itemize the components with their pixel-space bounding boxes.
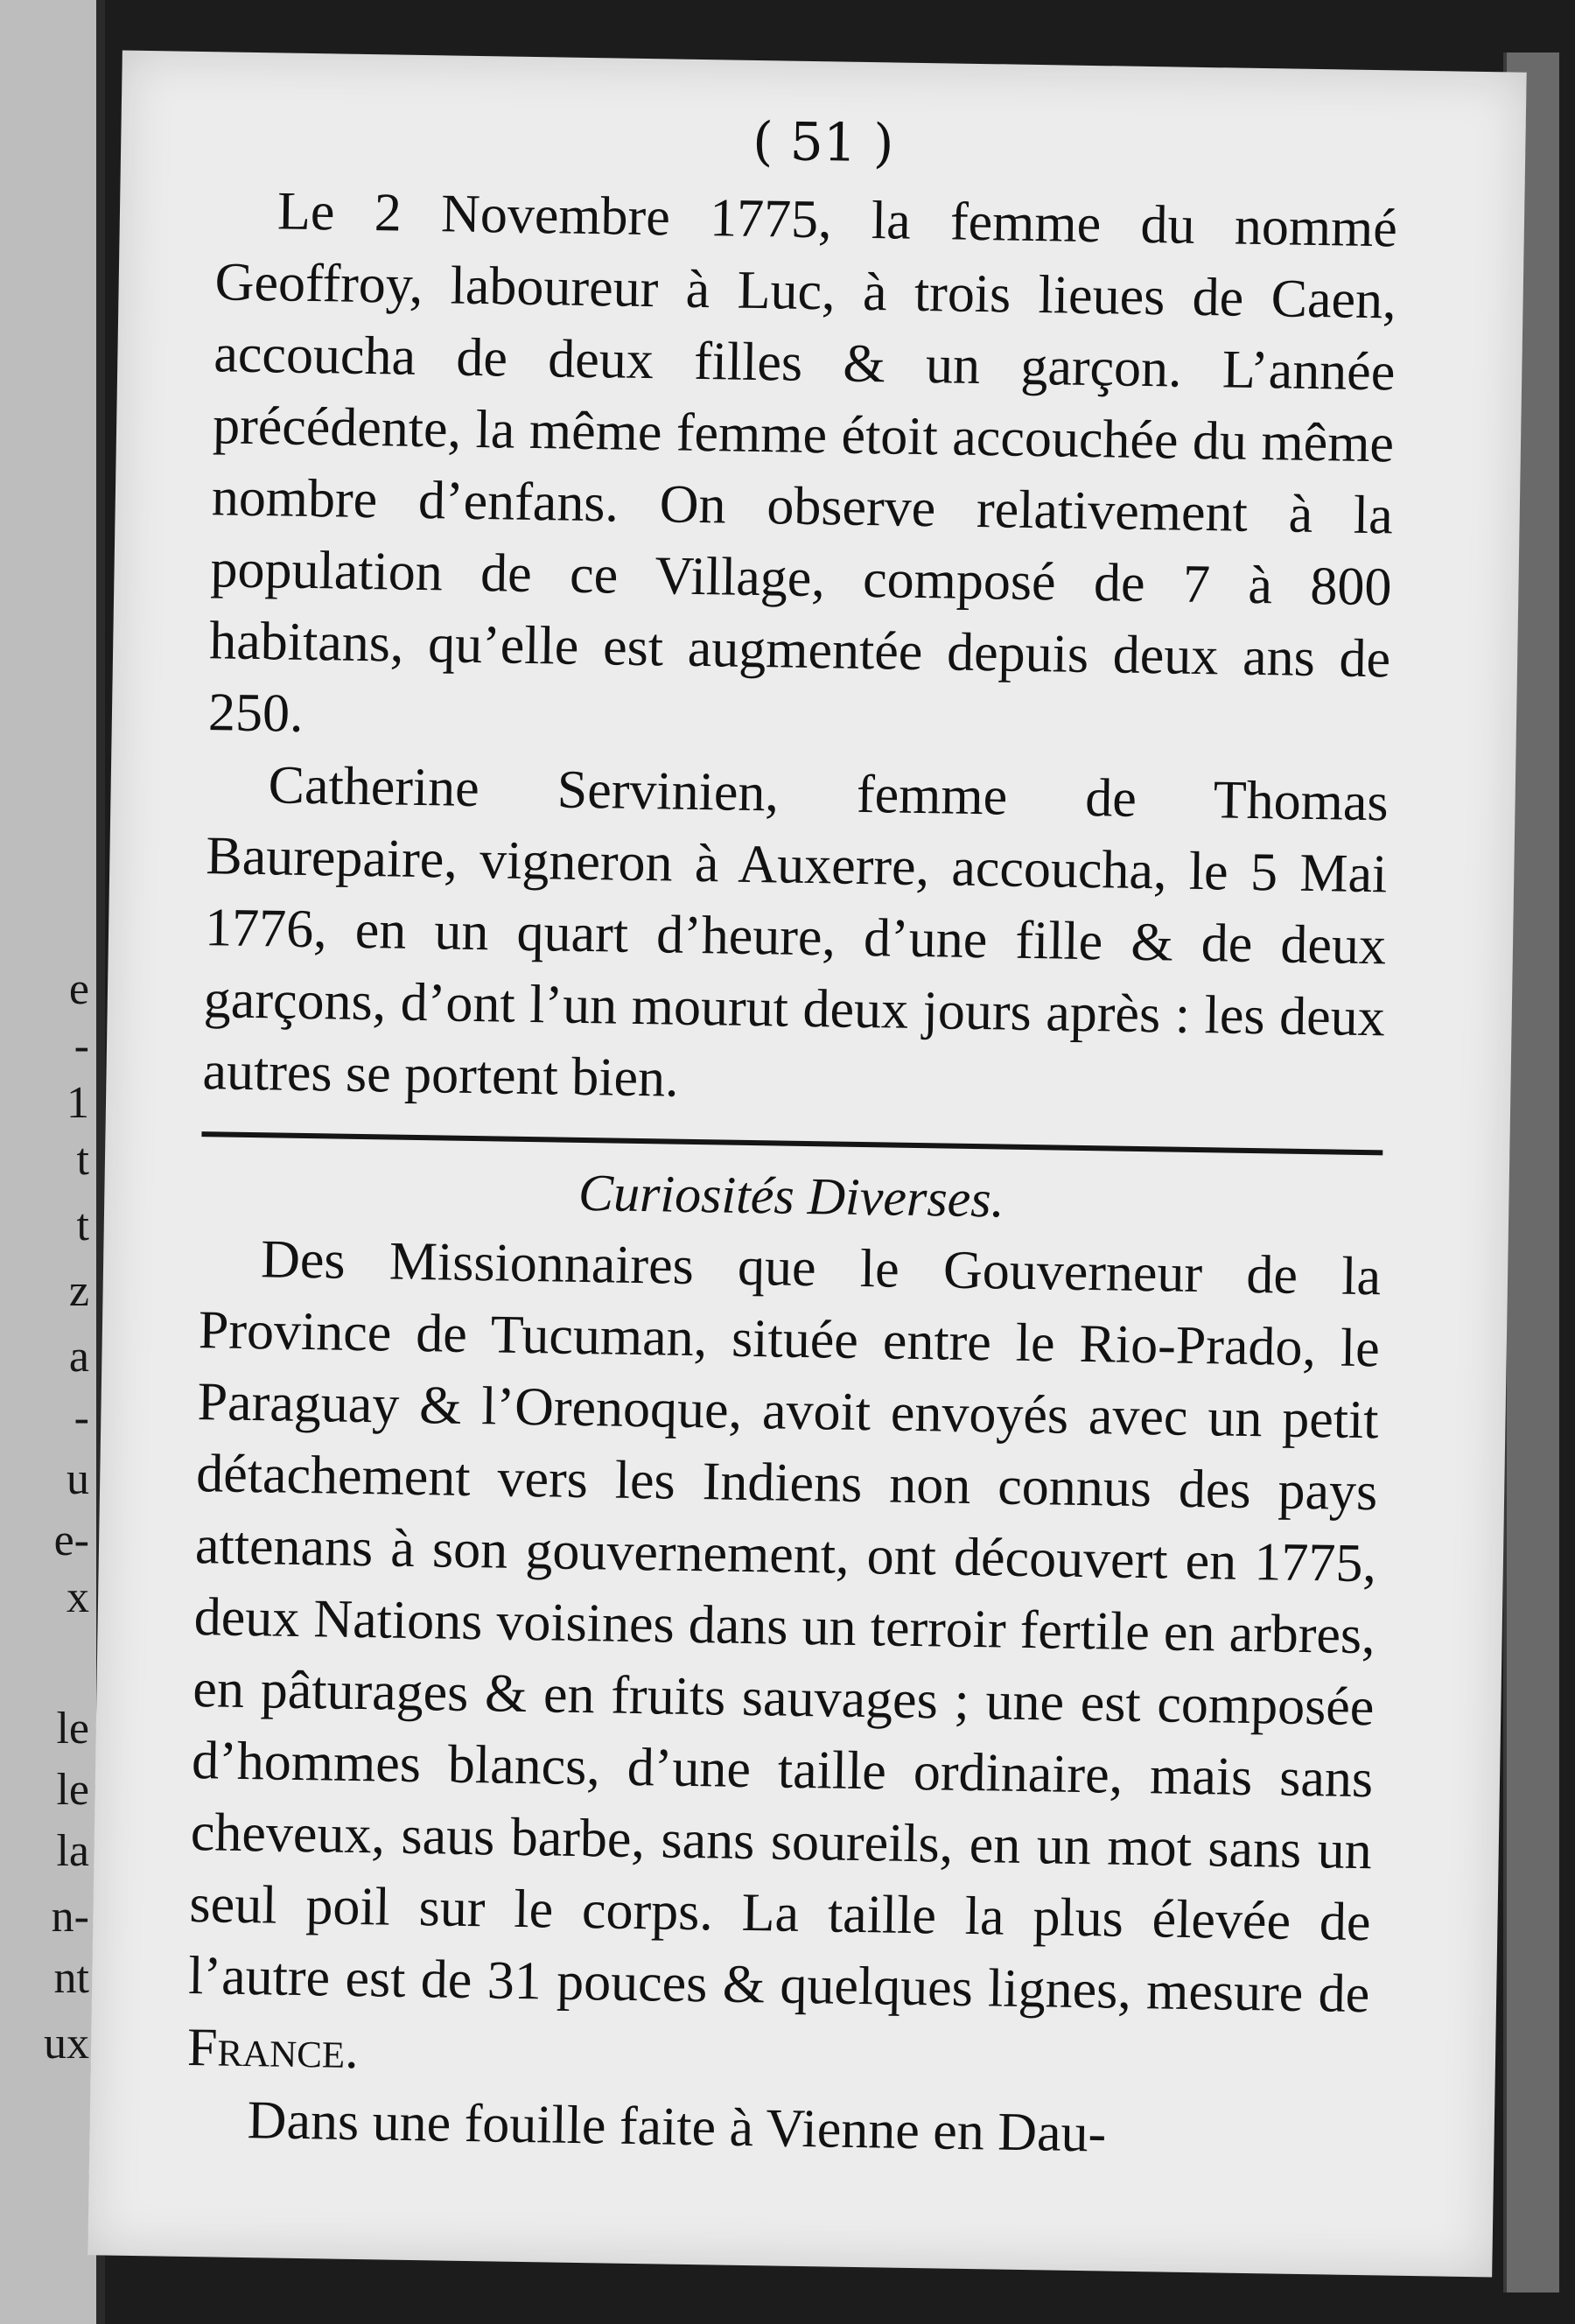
book-page	[88, 51, 1526, 2278]
prev-page-fragment: -	[74, 1021, 89, 1071]
prev-page-fragment: le	[56, 1704, 89, 1754]
paragraph-missionaries-text: Des Missionnaires que le Gouverneur de la Province de Tucuman, située entre le Rio-Prado, le Paraguay & l’Orenoque, avoit envoyés avec un petit détachement vers les Indiens non connus des pays attenans à son gouvernement, ont découvert en 1775, deux Nations voisines dans un terroir fertile en arbres, en pâturages & en fruits sauvages ; une est composée d’hommes blancs, d’une taille ordinaire, mais sans cheveux, saus barbe, sans soureils, en un mot sans un seul poil sur le corps. La taille la plus élevée de l’autre est de 31 pouces & quelques lignes, mesure de	[187, 1229, 1382, 2025]
france-smallcaps: France	[186, 2018, 346, 2080]
paragraph-geoffroy: Le 2 Novembre 1775, la femme du nommé Geoffroy, laboureur à Luc, à trois lieues de Caen, accoucha de deux filles & un garçon. L’année précédente, la même femme étoit accouchée du même nombre d’enfans. On observe relativement à la population de ce Village, composé de 7 à 800 habitans, qu’elle est augmentée depuis deux ans de 250.	[207, 181, 1398, 744]
prev-page-fragment: e	[68, 964, 89, 1014]
prev-page-fragment: -	[74, 1393, 89, 1443]
prev-page-fragment: n-	[51, 1892, 89, 1942]
prev-page-fragment: x	[66, 1572, 89, 1622]
page-text-block	[186, 174, 1397, 2174]
prev-page-fragment: t	[76, 1135, 89, 1185]
prev-page-fragment: u	[66, 1454, 89, 1504]
prev-page-fragment: nt	[53, 1953, 89, 2003]
previous-page-edge	[0, 0, 105, 2324]
paragraph-missionaries-tail: .	[344, 2020, 360, 2081]
paragraph-servinien: Catherine Servinien, femme de Thomas Baurepaire, vigneron à Auxerre, accoucha, le 5 Mai 1776, en un quart d’heure, d’une fille & de deux garçons, d’ont l’un mourut deux jours après : les deux autres se portent bien.	[202, 755, 1390, 1109]
prev-page-fragment: z	[68, 1266, 89, 1316]
prev-page-fragment: le	[56, 1765, 89, 1815]
prev-page-fragment: 1	[66, 1078, 89, 1128]
page-number: ( 51 )	[752, 110, 895, 175]
prev-page-fragment: la	[56, 1826, 89, 1876]
prev-page-fragment: t	[76, 1200, 89, 1250]
prev-page-fragment: e-	[53, 1516, 89, 1565]
paragraph-vienne: Dans une fouille faite à Vienne en Dau-	[247, 2090, 1107, 2164]
prev-page-fragment: ux	[44, 2019, 89, 2068]
section-divider	[201, 1131, 1382, 1155]
paragraph-missionaries	[186, 1222, 1381, 2102]
section-heading: Curiosités Diverses.	[578, 1163, 1005, 1228]
prev-page-fragment: a	[68, 1332, 89, 1382]
